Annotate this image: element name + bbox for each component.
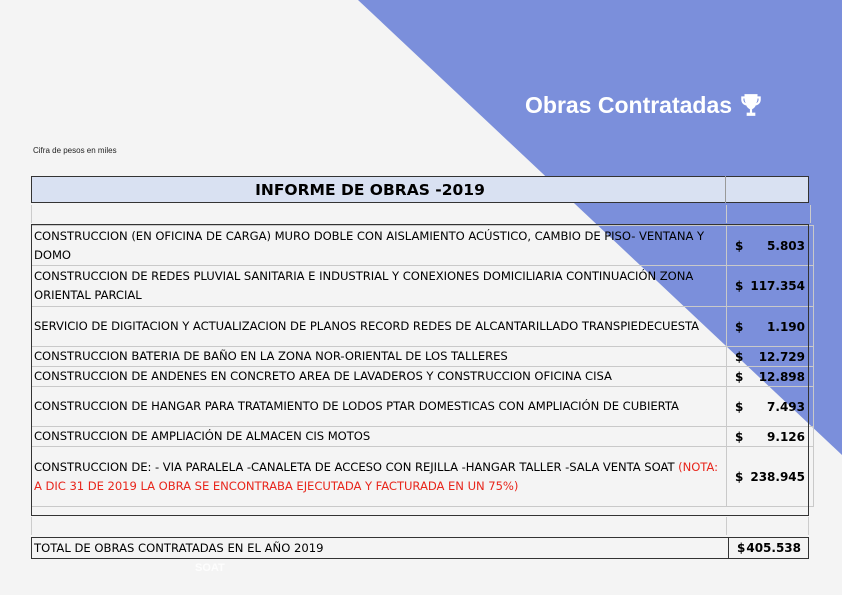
total-row bbox=[31, 537, 809, 559]
total-label: TOTAL DE OBRAS CONTRATADAS EN EL AÑO 2019 bbox=[32, 538, 729, 558]
currency-symbol: $ bbox=[735, 349, 744, 364]
work-description bbox=[32, 347, 727, 367]
description-note: (NOTA: A DIC 31 DE 2019 LA OBRA SE ENCONTRABA EJECUTADA Y FACTURADA EN UN 75%) bbox=[34, 459, 718, 493]
table-row bbox=[32, 427, 814, 447]
page-title: Obras Contratadas bbox=[525, 91, 733, 118]
amount-value: 7.493 bbox=[767, 399, 805, 414]
work-amount bbox=[727, 347, 814, 367]
work-amount bbox=[727, 427, 814, 447]
work-amount bbox=[727, 266, 814, 307]
currency-symbol: $ bbox=[735, 369, 744, 384]
currency-symbol: $ bbox=[735, 429, 744, 444]
table-row bbox=[32, 347, 814, 367]
total-amount bbox=[729, 538, 808, 558]
description-text: CONSTRUCCION DE: - VIA PARALELA -CANALETA DE ACCESO CON REJILLA -HANGAR TALLER -SALA VENTA SOAT bbox=[34, 459, 679, 474]
description-text: CONSTRUCCION (EN OFICINA DE CARGA) MURO DOBLE CON AISLAMIENTO ACÚSTICO, CAMBIO DE PISO- VENTANA Y DOMO bbox=[34, 228, 704, 262]
work-description bbox=[32, 226, 727, 266]
amount-value: 238.945 bbox=[750, 469, 805, 484]
header-divider bbox=[725, 176, 726, 203]
work-amount bbox=[727, 367, 814, 387]
work-description bbox=[32, 266, 727, 307]
works-table bbox=[31, 225, 814, 507]
work-amount bbox=[727, 226, 814, 266]
work-description bbox=[32, 367, 727, 387]
table-row bbox=[32, 226, 814, 266]
currency-symbol: $ bbox=[735, 469, 744, 484]
currency-symbol: $ bbox=[735, 238, 744, 253]
amount-value: 12.729 bbox=[758, 349, 805, 364]
currency-symbol: $ bbox=[735, 319, 744, 334]
spacer-row bbox=[31, 517, 809, 535]
trophy-icon bbox=[738, 92, 764, 118]
currency-symbol: $ bbox=[737, 541, 746, 555]
table-row bbox=[32, 266, 814, 307]
description-text: CONSTRUCCION DE REDES PLUVIAL SANITARIA E INDUSTRIAL Y CONEXIONES DOMICILIARIA CONTINUACIÓN ZONA ORIENTAL PARCIAL bbox=[34, 269, 694, 302]
work-description bbox=[32, 447, 727, 507]
currency-symbol: $ bbox=[735, 279, 744, 293]
work-description bbox=[32, 307, 727, 347]
table-row bbox=[32, 367, 814, 387]
work-amount bbox=[727, 307, 814, 347]
amount-value: 117.354 bbox=[750, 279, 805, 293]
amount-value: 5.803 bbox=[767, 238, 805, 253]
work-amount bbox=[727, 447, 814, 507]
work-amount bbox=[727, 387, 814, 427]
description-text: SERVICIO DE DIGITACION Y ACTUALIZACION DE PLANOS RECORD REDES DE ALCANTARILLADO TRANSPIEDECUESTA bbox=[34, 319, 700, 333]
table-row bbox=[32, 447, 814, 507]
total-value: 405.538 bbox=[746, 541, 801, 555]
work-description bbox=[32, 387, 727, 427]
report-title: INFORME DE OBRAS -2019 bbox=[31, 176, 809, 203]
amount-value: 12.898 bbox=[758, 369, 805, 384]
table-row bbox=[32, 387, 814, 427]
page-title-block bbox=[525, 88, 764, 122]
description-text: CONSTRUCCION DE ANDENES EN CONCRETO AREA DE LAVADEROS Y CONSTRUCCION OFICINA CISA bbox=[34, 369, 612, 383]
amount-value: 9.126 bbox=[767, 429, 805, 444]
amount-value: 1.190 bbox=[767, 319, 805, 334]
description-text: CONSTRUCCION BATERIA DE BAÑO EN LA ZONA NOR-ORIENTAL DE LOS TALLERES bbox=[34, 349, 508, 363]
description-text: CONSTRUCCION DE AMPLIACIÓN DE ALMACEN CIS MOTOS bbox=[34, 429, 371, 443]
units-note: Cifra de pesos en miles bbox=[33, 146, 117, 155]
ghost-text: SOAT bbox=[195, 562, 225, 574]
spacer-row bbox=[31, 205, 811, 223]
currency-symbol: $ bbox=[735, 399, 744, 414]
description-text: CONSTRUCCION DE HANGAR PARA TRATAMIENTO DE LODOS PTAR DOMESTICAS CON AMPLIACIÓN DE CUBIERTA bbox=[34, 399, 679, 413]
table-row bbox=[32, 307, 814, 347]
work-description bbox=[32, 427, 727, 447]
